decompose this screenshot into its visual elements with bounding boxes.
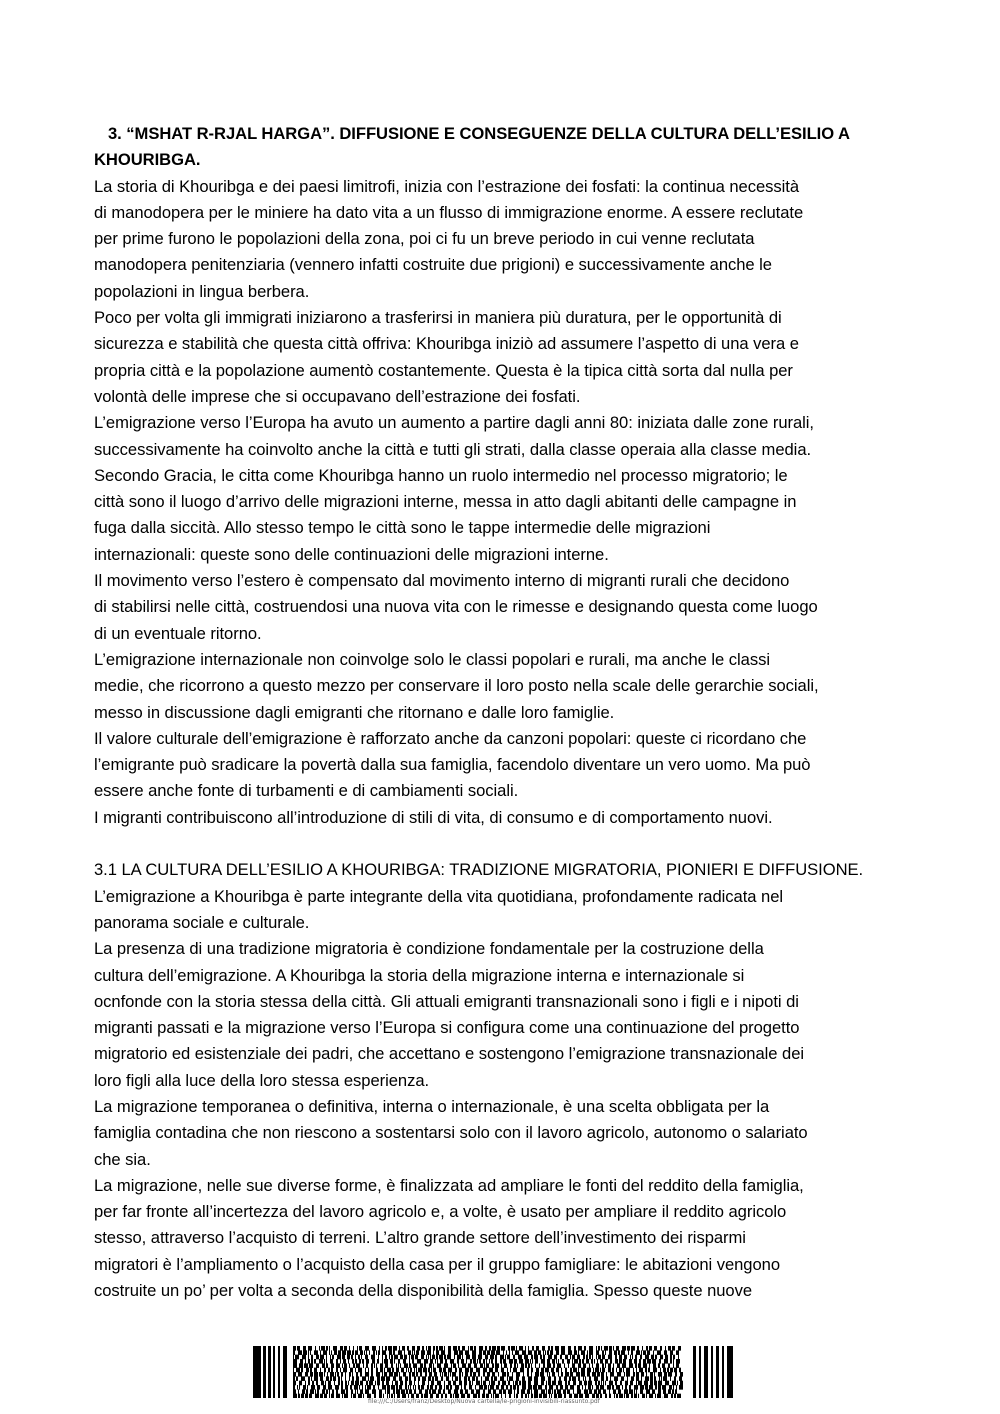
paragraph-line: di un eventuale ritorno. xyxy=(94,623,262,643)
paragraph-line: migratorio ed esistenziale dei padri, che accettano e sostengono l’emigrazione transnazionale dei xyxy=(94,1044,805,1064)
paragraph-line: La presenza di una tradizione migratoria è condizione fondamentale per la costruzione della xyxy=(94,939,764,959)
footer-mark: ' xyxy=(662,1396,664,1403)
paragraph-line: famiglia contadina che non riescono a sostentarsi solo con il lavoro agricolo, autonomo o salariato xyxy=(94,1123,808,1143)
paragraph-line: medie, che ricorrono a questo mezzo per conservare il loro posto nella scale delle gerarchie sociali, xyxy=(94,676,819,696)
document-body xyxy=(94,121,914,1304)
paragraph-line: che sia. xyxy=(94,1149,151,1169)
paragraph-line: città sono il luogo d’arrivo delle migrazioni interne, messa in atto dagli abitanti delle campagne in xyxy=(94,492,797,512)
paragraph-line: loro figli alla luce della loro stessa esperienza. xyxy=(94,1070,430,1090)
paragraph-line: costruite un po’ per volta a seconda della disponibilità della famiglia. Spesso queste nuove xyxy=(94,1281,753,1301)
paragraph-line: La migrazione, nelle sue diverse forme, è finalizzata ad ampliare le fonti del reddito della famiglia, xyxy=(94,1175,804,1195)
paragraph-line: cultura dell’emigrazione. A Khouribga la storia della migrazione interna e internazionale si xyxy=(94,965,745,985)
paragraph-line: per far fronte all’incertezza del lavoro agricolo e, a volte, è usato per ampliare il reddito agricolo xyxy=(94,1202,787,1222)
paragraph-line: La storia di Khouribga e dei paesi limitrofi, inizia con l’estrazione dei fosfati: la continua necessità xyxy=(94,176,800,196)
paragraph-line: Il valore culturale dell’emigrazione è rafforzato anche da canzoni popolari: queste ci ricordano che xyxy=(94,728,807,748)
paragraph-line: stesso, attraverso l’acquisto di terreni. L’altro grande settore dell’investimento dei risparmi xyxy=(94,1228,746,1248)
paragraph-line: I migranti contribuiscono all’introduzione di stili di vita, di consumo e di comportamento nuovi. xyxy=(94,807,773,827)
paragraph-line: panorama sociale e culturale. xyxy=(94,912,310,932)
paragraph-line: successivamente ha coinvolto anche la città e tutti gli strati, dalla classe operaia alla classe media. xyxy=(94,439,812,459)
paragraph-line: propria città e la popolazione aumentò costantemente. Questa è la tipica città sorta dal nulla per xyxy=(94,360,793,380)
paragraph-line: Il movimento verso l’estero è compensato dal movimento interno di migranti rurali che decidono xyxy=(94,571,790,591)
paragraph-line: migratori è l’ampliamento o l’acquisto della casa per il gruppo famigliare: le abitazioni vengono xyxy=(94,1254,781,1274)
paragraph-line: per prime furono le popolazioni della zona, poi ci fu un breve periodo in cui venne reclutata xyxy=(94,229,755,249)
paragraph-line: di manodopera per le miniere ha dato vita a un flusso di immigrazione enorme. A essere reclutate xyxy=(94,202,804,222)
paragraph-line: L’emigrazione verso l’Europa ha avuto un aumento a partire dagli anni 80: iniziata dalle zone rurali, xyxy=(94,413,814,433)
paragraph-line: volontà delle imprese che si occupavano dell’estrazione dei fosfati. xyxy=(94,386,581,406)
paragraph-line: Poco per volta gli immigrati iniziarono a trasferirsi in maniera più duratura, per le opportunità di xyxy=(94,308,782,328)
paragraph-line: messo in discussione dagli emigranti che ritornano e dalle loro famiglie. xyxy=(94,702,615,722)
paragraph-line: fuga dalla siccità. Allo stesso tempo le città sono le tappe intermedie delle migrazioni xyxy=(94,518,711,538)
paragraph-line: essere anche fonte di turbamenti e di cambiamenti sociali. xyxy=(94,781,519,801)
paragraph-line: di stabilirsi nelle città, costruendosi una nuova vita con le rimesse e designando questa come luogo xyxy=(94,597,818,617)
paragraph-line: L’emigrazione a Khouribga è parte integrante della vita quotidiana, profondamente radicata nel xyxy=(94,886,784,906)
blank-line xyxy=(94,831,914,857)
paragraph-line: migranti passati e la migrazione verso l’Europa si configura come una continuazione del progetto xyxy=(94,1018,800,1038)
paragraph-line: L’emigrazione internazionale non coinvolge solo le classi popolari e rurali, ma anche le classi xyxy=(94,649,770,669)
section-heading-line: 3. “MSHAT R-RJAL HARGA”. DIFFUSIONE E CONSEGUENZE DELLA CULTURA DELL’ESILIO A xyxy=(108,124,850,143)
paragraph-line: ocnfonde con la storia stessa della città. Gli attuali emigranti transnazionali sono i figli e i nipoti di xyxy=(94,991,799,1011)
paragraph-line: La migrazione temporanea o definitiva, interna o internazionale, è una scelta obbligata per la xyxy=(94,1096,770,1116)
footer-file-path: file:///C:/Users/franz/Desktop/Nuova cartella/le-prigioni-invisibili-riassunto.pdf xyxy=(368,1398,600,1405)
section-heading-line: KHOURIBGA. xyxy=(94,150,201,170)
barcode-image xyxy=(253,1346,733,1398)
paragraph-line: 3.1 LA CULTURA DELL’ESILIO A KHOURIBGA: TRADIZIONE MIGRATORIA, PIONIERI E DIFFUSIONE. xyxy=(94,860,864,880)
paragraph-line: Secondo Gracia, le citta come Khouribga hanno un ruolo intermedio nel processo migratorio; le xyxy=(94,465,788,485)
paragraph-line: popolazioni in lingua berbera. xyxy=(94,281,310,301)
paragraph-line: l’emigrante può sradicare la povertà dalla sua famiglia, facendolo diventare un vero uomo. Ma può xyxy=(94,755,811,775)
paragraph-line: internazionali: queste sono delle continuazioni delle migrazioni interne. xyxy=(94,544,609,564)
paragraph-line: manodopera penitenziaria (vennero infatti costruite due prigioni) e successivamente anche le xyxy=(94,255,772,275)
paragraph-line: sicurezza e stabilità che questa città offriva: Khouribga iniziò ad assumere l’aspetto di una vera e xyxy=(94,334,799,354)
